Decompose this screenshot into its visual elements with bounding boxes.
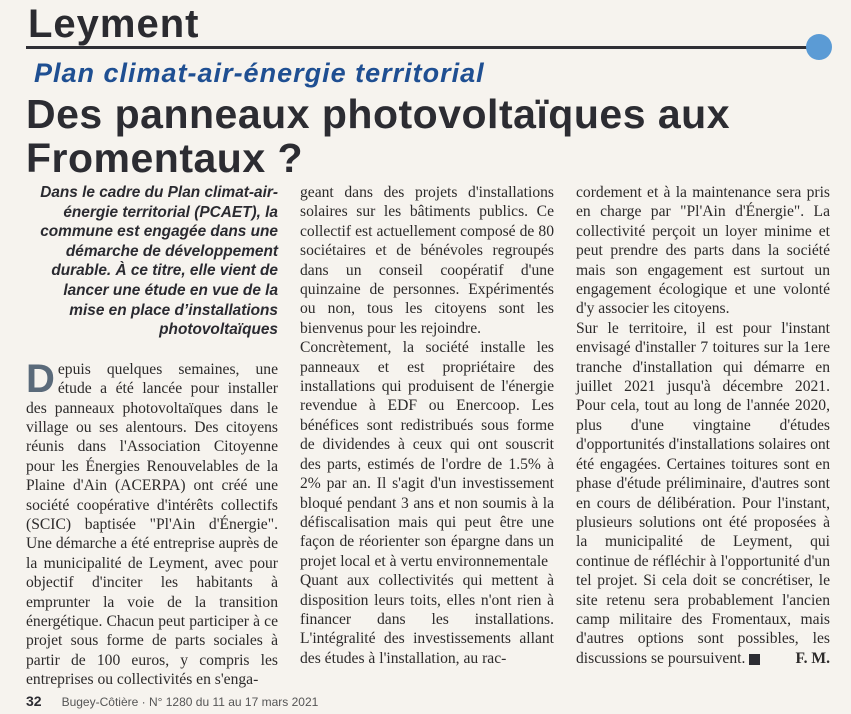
- article-column-2: [300, 183, 554, 668]
- section-title: Leyment: [28, 2, 200, 46]
- page-footer: [26, 693, 318, 709]
- end-of-article-square-icon: [749, 654, 760, 665]
- header-rule: [26, 46, 822, 49]
- column-3-paragraph-2-text: Sur le territoire, il est pour l'instant envisagé d'installer 7 toitures sur la 1ere tranche d'installation qui démarre en juillet 2021 jusqu'à décembre 2021. Pour cela, tout au long de l'année 2020, plus d'une vingtaine d'études d'opportunités d'installations solaires ont été engagées. Certaines toitures sont en phase d'étude préliminaire, d'autres sont en cours de délibération. Pour l'instant, plusieurs solutions ont été proposées à la municipalité de Leyment, qui continue de réfléchir à l'opportunité d'un tel projet. Si cela doit se concrétiser, le site retenu sera probablement l'ancien camp militaire des Fromentaux, mais d'autres options sont possibles, les discussions se poursuivent.: [576, 319, 830, 667]
- article-chapo: Dans le cadre du Plan climat-air-énergie territorial (PCAET), la commune est engagée dans une démarche de développement durable. À ce titre, elle vient de lancer une étude en vue de la mise en place d’installations photovoltaïques: [40, 184, 278, 339]
- column-2-paragraph-3: Quant aux collectivités qui mettent à disposition leurs toits, elles n'ont rien à financer dans les installations. L'intégralité des investissements allant des études à l'installation, au rac-: [300, 572, 554, 667]
- author-signature: F. M.: [795, 649, 830, 667]
- article-column-3: [576, 183, 830, 668]
- publication-info: Bugey-Côtière · N° 1280 du 11 au 17 mars 2021: [61, 695, 319, 709]
- column-3-paragraph-1: cordement et à la maintenance sera pris en charge par "Pl'Ain d'Énergie". La collectivité perçoit un loyer minime et peut prendre des parts dans la société mais son engagement est surtout un engagement écologique et une volonté d'y associer les citoyens.: [576, 184, 830, 318]
- header-dot-icon: [806, 34, 832, 60]
- article-kicker: Plan climat-air-énergie territorial: [34, 58, 485, 88]
- column-1-text: epuis quelques semaines, une étude a été lancée pour installer des panneaux photovoltaïques dans le village ou ses alentours. Des citoyens réunis dans l'Association Citoyenne pour les Énergies Renouvelables de la Plaine d'Ain (ACERPA) ont créé une société coopérative d'intérêts collectifs (SCIC) baptisée "Pl'Ain d'Énergie". Une démarche a été entreprise auprès de la municipalité de Leyment, avec pour objectif d'inciter les habitants à emprunter la voie de la transition énergétique. Chacun peut participer à ce projet sous forme de parts sociales à partir de 100 euros, y compris les entreprises ou collectivités en s'enga-: [26, 360, 278, 689]
- column-3-paragraph-2: [576, 319, 830, 668]
- article-headline: Des panneaux photovoltaïques aux Fromentaux ?: [26, 91, 731, 181]
- column-1-body: [26, 356, 278, 690]
- page-number: 32: [26, 693, 42, 709]
- column-2-paragraph-2: Concrètement, la société installe les panneaux et est propriétaire des installations qui produisent de l'énergie revendue à EDF ou Enercoop. Les bénéfices sont redistribués sous forme de dividendes à ceux qui ont souscrit des parts, estimés de l'ordre de 1.5% à 2% par an. Il s'agit d'un investissement bloqué pendant 3 ans et non soumis à la défiscalisation mais qui peut être une façon de réorienter son épargne dans un projet local et à vertu environnementale: [300, 339, 554, 570]
- column-2-paragraph-1: geant dans des projets d'installations solaires sur les bâtiments publics. Ce collectif est actuellement composé de 80 sociétaires et de bénévoles regroupés dans un conseil coopératif d'une quinzaine de personnes. Expérimentés ou non, tous les citoyens sont les bienvenus pour les rejoindre.: [300, 184, 554, 337]
- article-column-1: [26, 183, 278, 690]
- drop-cap: D: [26, 356, 55, 401]
